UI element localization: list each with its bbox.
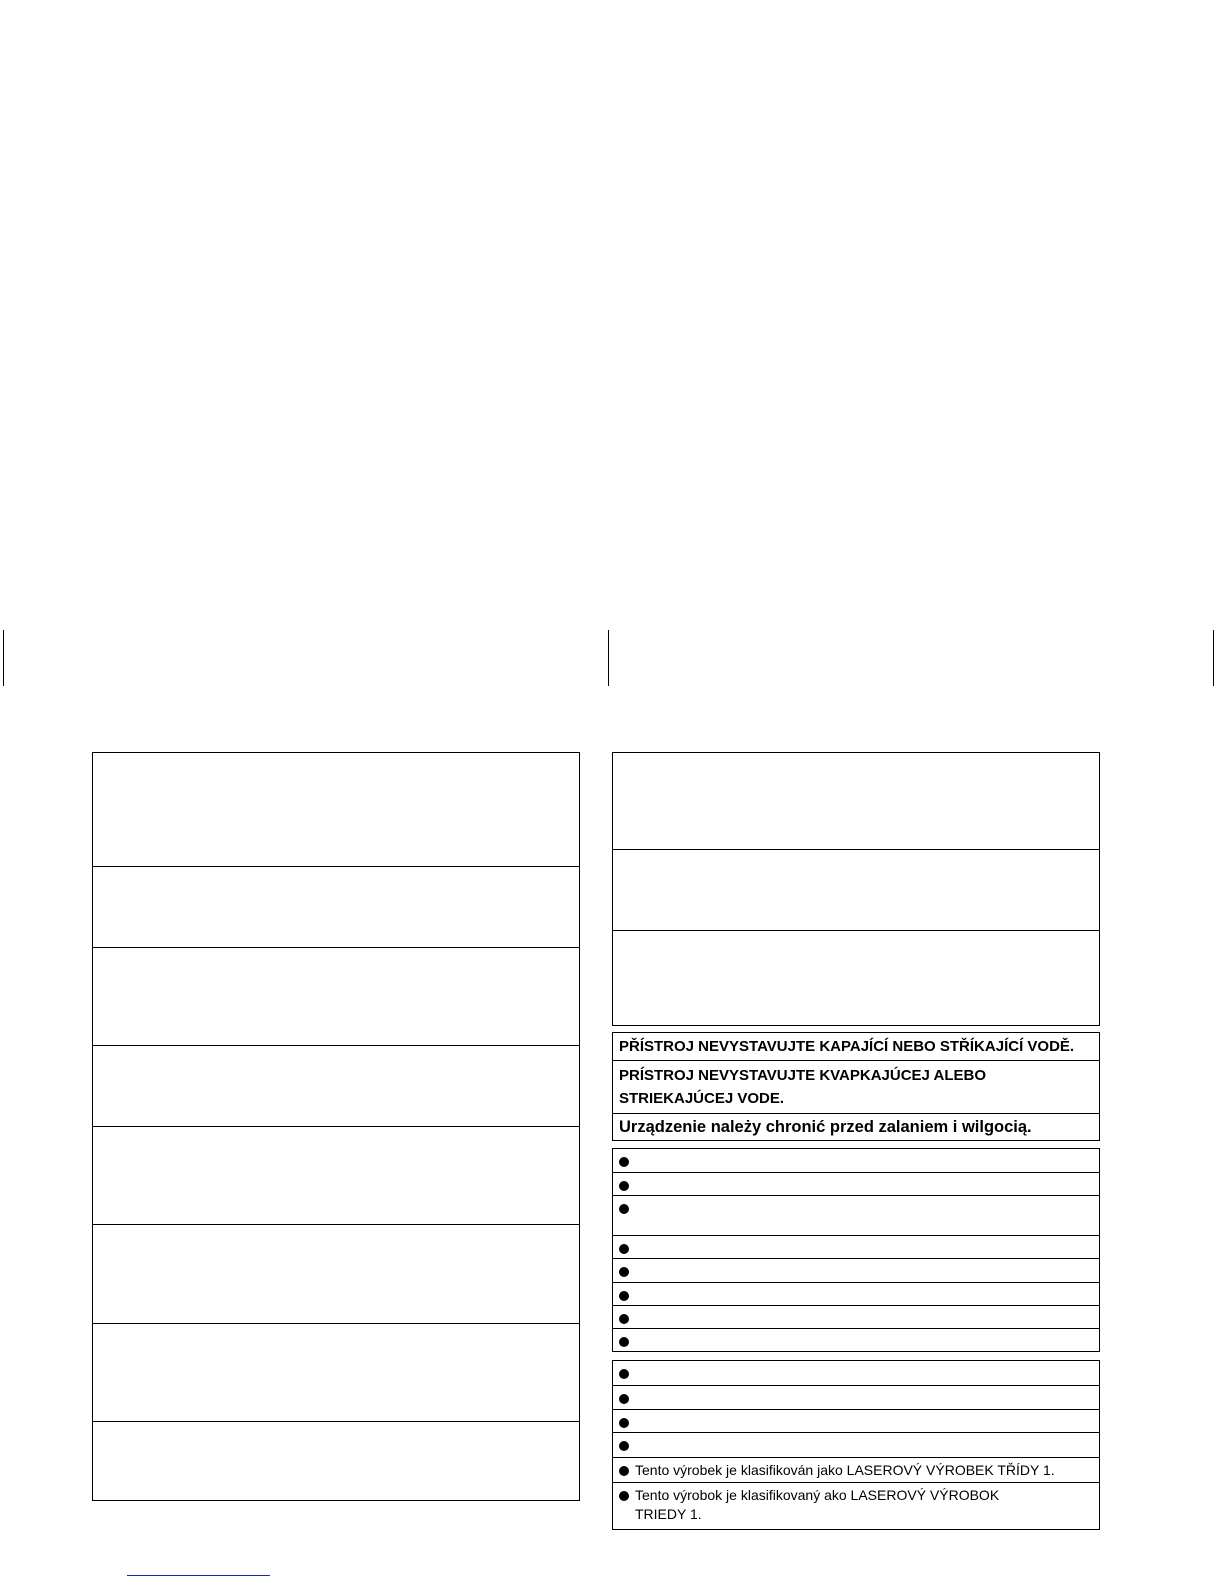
right-table-row <box>613 930 1099 1025</box>
left-table-row <box>93 1323 579 1421</box>
list-item <box>613 1409 1099 1432</box>
left-table-row <box>93 1421 579 1500</box>
left-table-row <box>93 947 579 1045</box>
laser-notice-czech: Tento výrobek je klasifikován jako LASEROVÝ VÝROBEK TŘÍDY 1. <box>613 1457 1099 1482</box>
left-table-row <box>93 1045 579 1126</box>
list-item <box>613 1361 1099 1385</box>
bullet-list-1 <box>612 1148 1100 1352</box>
left-table-row <box>93 753 579 866</box>
list-item <box>613 1172 1099 1195</box>
list-item <box>613 1305 1099 1328</box>
right-table-row <box>613 753 1099 849</box>
right-top-table <box>612 752 1100 1026</box>
list-item <box>613 1432 1099 1457</box>
fold-mark-left <box>3 630 4 686</box>
list-item <box>613 1328 1099 1351</box>
left-table <box>92 752 580 1501</box>
list-item <box>613 1385 1099 1409</box>
warning-slovak: PRÍSTROJ NEVYSTAVUJTE KVAPKAJÚCEJ ALEBO STRIEKAJÚCEJ VODE. <box>613 1060 1099 1113</box>
right-table-row <box>613 849 1099 930</box>
list-item <box>613 1235 1099 1258</box>
warning-polish: Urządzenie należy chronić przed zalaniem i wilgocią. <box>613 1113 1099 1140</box>
list-item <box>613 1258 1099 1282</box>
fold-mark-right <box>1213 630 1214 686</box>
bullet-list-2 <box>612 1360 1100 1530</box>
laser-notice-slovak: Tento výrobok je klasifikovaný ako LASEROVÝ VÝROBOK TRIEDY 1. <box>613 1482 1099 1529</box>
list-item <box>613 1195 1099 1235</box>
list-item <box>613 1282 1099 1305</box>
left-table-row <box>93 1224 579 1323</box>
left-table-row <box>93 866 579 947</box>
water-warning-box <box>612 1032 1100 1141</box>
list-item <box>613 1149 1099 1172</box>
left-table-row <box>93 1126 579 1224</box>
footer-rule <box>127 1575 270 1576</box>
warning-czech: PŘÍSTROJ NEVYSTAVUJTE KAPAJÍCÍ NEBO STŘÍKAJÍCÍ VODĚ. <box>619 1038 1075 1055</box>
fold-mark-center <box>608 630 609 686</box>
